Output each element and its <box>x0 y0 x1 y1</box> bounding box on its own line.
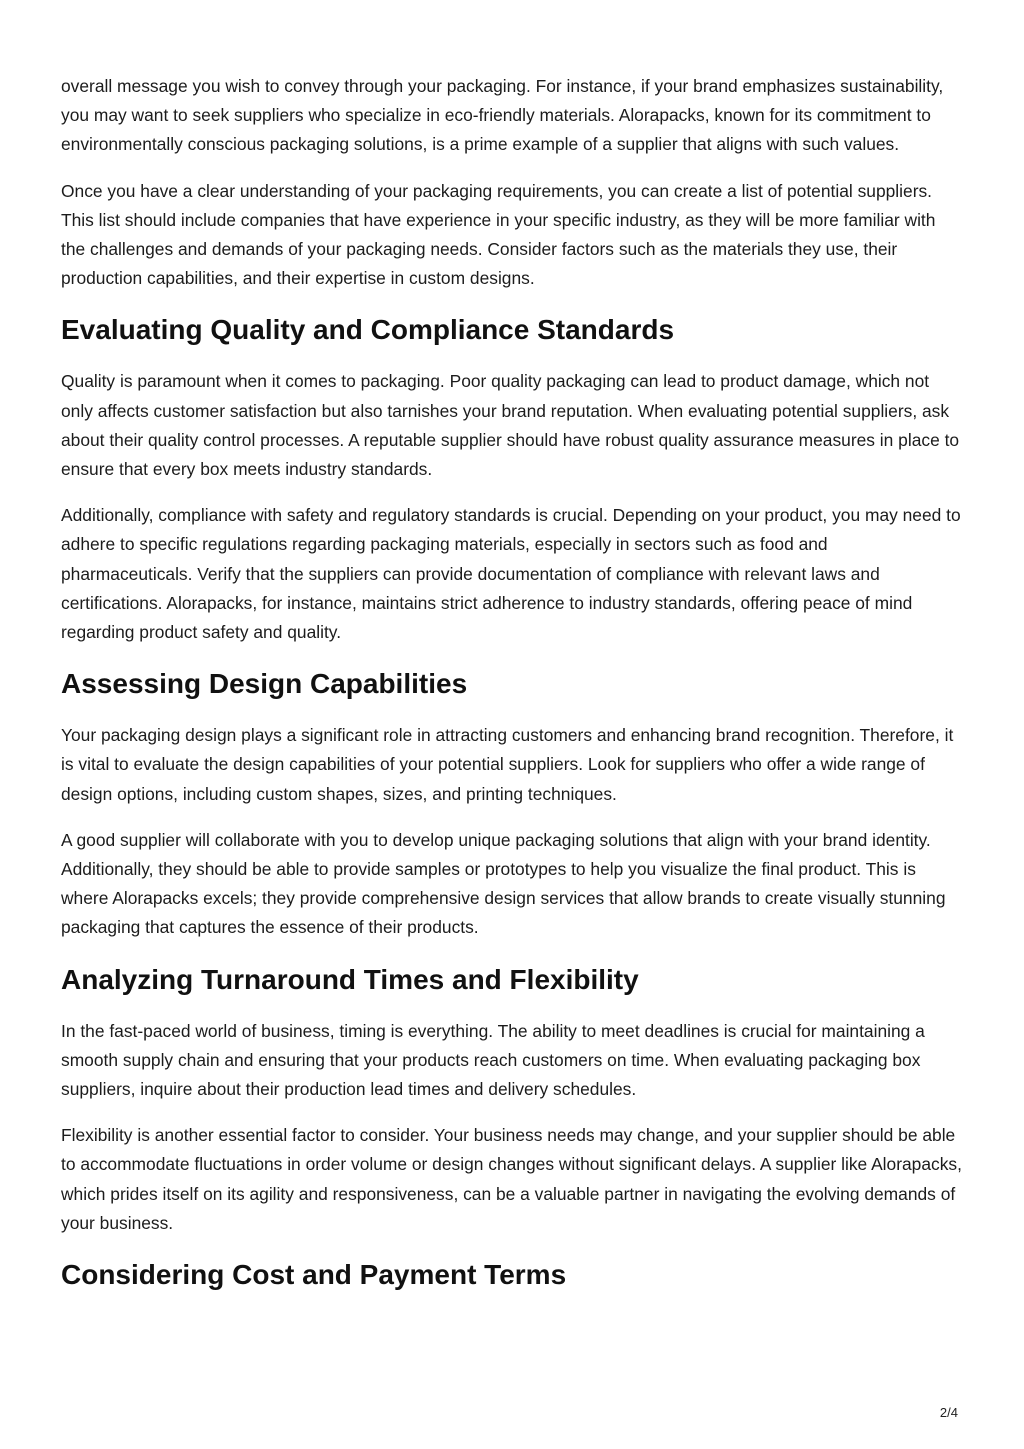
paragraph-quality: Quality is paramount when it comes to packaging. Poor quality packaging can lead to product damage, which not only affects customer satisfaction but also tarnishes your brand reputation. When evaluating potential suppliers, ask about their quality control processes. A reputable supplier should have robust quality assurance measures in place to ensure that every box meets industry standards. <box>61 371 960 480</box>
heading-cost-payment: Considering Cost and Payment Terms <box>61 1259 567 1291</box>
paragraph-compliance: Additionally, compliance with safety and regulatory standards is crucial. Depending on your product, you may need to adhere to specific regulations regarding packaging materials, especially in sectors such as food and pharmaceuticals. Verify that the suppliers can provide documentation of compliance with relevant laws and certifications. Alorapacks, for instance, maintains strict adherence to industry standards, offering peace of mind regarding product safety and quality. <box>61 505 961 643</box>
heading-quality-compliance: Evaluating Quality and Compliance Standards <box>61 314 675 346</box>
paragraph-brand-message: overall message you wish to convey through your packaging. For instance, if your brand emphasizes sustainability, you may want to seek suppliers who specialize in eco-friendly materials. Alorapacks, known for its commitment to environmentally conscious packaging solutions, is a prime example of a supplier that aligns with such values. <box>61 76 944 155</box>
paragraph-flexibility: Flexibility is another essential factor to consider. Your business needs may change, and your supplier should be able to accommodate fluctuations in order volume or design changes without significant delays. A supplier like Alorapacks, which prides itself on its agility and responsiveness, can be a valuable partner in navigating the evolving demands of your business. <box>61 1125 962 1233</box>
paragraph-timing: In the fast-paced world of business, timing is everything. The ability to meet deadlines is crucial for maintaining a smooth supply chain and ensuring that your products reach customers on time. When evaluating packaging box suppliers, inquire about their production lead times and delivery schedules. <box>61 1020 925 1100</box>
paragraph-design-role: Your packaging design plays a significant role in attracting customers and enhancing brand recognition. Therefore, it is vital to evaluate the design capabilities of your potential suppliers. Look for suppliers who offer a wide range of design options, including custom shapes, sizes, and printing techniques. <box>61 725 954 804</box>
paragraph-design-collaboration: A good supplier will collaborate with you to develop unique packaging solutions that align with your brand identity. Additionally, they should be able to provide samples or prototypes to help you visualize the final product. This is where Alorapacks excels; they provide comprehensive design services that allow brands to create visually stunning packaging that captures the essence of their products. <box>61 829 946 938</box>
document-page <box>61 72 963 1312</box>
paragraph-supplier-list: Once you have a clear understanding of your packaging requirements, you can create a list of potential suppliers. This list should include companies that have experience in your specific industry, as they will be more familiar with the challenges and demands of your packaging needs. Consider factors such as the materials they use, their production capabilities, and their expertise in custom designs. <box>61 180 936 289</box>
page-number: 2/4 <box>939 1405 958 1420</box>
heading-design-capabilities: Assessing Design Capabilities <box>61 668 468 700</box>
heading-turnaround-flexibility: Analyzing Turnaround Times and Flexibility <box>61 963 639 995</box>
